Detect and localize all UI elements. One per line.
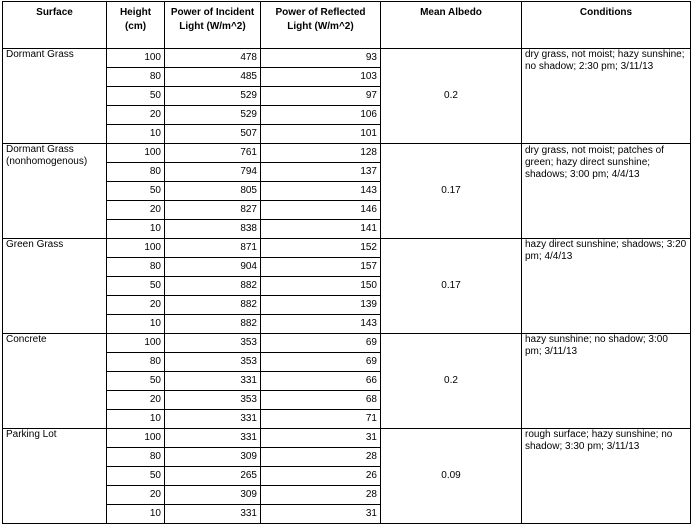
height-cell: 80 [107,353,165,372]
incident-power-cell: 529 [165,87,261,106]
reflected-power-cell: 101 [261,125,381,144]
reflected-power-cell: 66 [261,372,381,391]
height-cell: 10 [107,410,165,429]
header-mean-albedo: Mean Albedo [381,2,522,49]
height-cell: 20 [107,391,165,410]
incident-power-cell: 794 [165,163,261,182]
incident-power-cell: 353 [165,353,261,372]
surface-cell: Dormant Grass [3,49,107,144]
reflected-power-cell: 103 [261,68,381,87]
reflected-power-cell: 157 [261,258,381,277]
reflected-power-cell: 141 [261,220,381,239]
incident-power-cell: 904 [165,258,261,277]
conditions-cell: dry grass, not moist; patches of green; hazy direct sunshine; shadows; 3:00 pm; 4/4/13 [522,144,691,239]
reflected-power-cell: 28 [261,448,381,467]
incident-power-cell: 353 [165,391,261,410]
mean-albedo-cell: 0.2 [381,334,522,429]
reflected-power-cell: 97 [261,87,381,106]
height-cell: 80 [107,258,165,277]
reflected-power-cell: 152 [261,239,381,258]
height-cell: 100 [107,49,165,68]
table-row [3,429,691,448]
incident-power-cell: 265 [165,467,261,486]
table-row [3,334,691,353]
header-reflected-power: Power of Reflected Light (W/m^2) [261,2,381,49]
reflected-power-cell: 28 [261,486,381,505]
height-cell: 10 [107,125,165,144]
height-cell: 20 [107,106,165,125]
table-body [3,49,691,524]
conditions-cell: hazy sunshine; no shadow; 3:00 pm; 3/11/13 [522,334,691,429]
header-height: Height (cm) [107,2,165,49]
reflected-power-cell: 106 [261,106,381,125]
height-cell: 10 [107,315,165,334]
incident-power-cell: 309 [165,448,261,467]
header-row [3,2,691,49]
incident-power-cell: 761 [165,144,261,163]
reflected-power-cell: 69 [261,353,381,372]
height-cell: 50 [107,87,165,106]
incident-power-cell: 507 [165,125,261,144]
height-cell: 80 [107,448,165,467]
conditions-cell: rough surface; hazy sunshine; no shadow; 3:30 pm; 3/11/13 [522,429,691,524]
reflected-power-cell: 150 [261,277,381,296]
height-cell: 50 [107,277,165,296]
height-cell: 20 [107,201,165,220]
albedo-data-table [2,1,691,524]
mean-albedo-cell: 0.17 [381,144,522,239]
reflected-power-cell: 26 [261,467,381,486]
surface-cell: Dormant Grass (nonhomogenous) [3,144,107,239]
incident-power-cell: 827 [165,201,261,220]
header-surface: Surface [3,2,107,49]
table-row [3,239,691,258]
height-cell: 50 [107,182,165,201]
incident-power-cell: 882 [165,315,261,334]
incident-power-cell: 331 [165,429,261,448]
mean-albedo-cell: 0.17 [381,239,522,334]
mean-albedo-cell: 0.09 [381,429,522,524]
incident-power-cell: 331 [165,410,261,429]
height-cell: 100 [107,239,165,258]
conditions-cell: dry grass, not moist; hazy sunshine; no shadow; 2:30 pm; 3/11/13 [522,49,691,144]
reflected-power-cell: 146 [261,201,381,220]
height-cell: 80 [107,163,165,182]
reflected-power-cell: 68 [261,391,381,410]
incident-power-cell: 871 [165,239,261,258]
incident-power-cell: 353 [165,334,261,353]
height-cell: 100 [107,334,165,353]
height-cell: 50 [107,467,165,486]
height-cell: 100 [107,144,165,163]
incident-power-cell: 331 [165,372,261,391]
height-cell: 10 [107,220,165,239]
mean-albedo-cell: 0.2 [381,49,522,144]
incident-power-cell: 882 [165,277,261,296]
reflected-power-cell: 31 [261,505,381,524]
header-incident-power: Power of Incident Light (W/m^2) [165,2,261,49]
incident-power-cell: 805 [165,182,261,201]
height-cell: 50 [107,372,165,391]
table-row [3,144,691,163]
incident-power-cell: 331 [165,505,261,524]
reflected-power-cell: 143 [261,315,381,334]
surface-cell: Green Grass [3,239,107,334]
reflected-power-cell: 71 [261,410,381,429]
surface-cell: Parking Lot [3,429,107,524]
reflected-power-cell: 93 [261,49,381,68]
incident-power-cell: 529 [165,106,261,125]
surface-cell: Concrete [3,334,107,429]
incident-power-cell: 838 [165,220,261,239]
incident-power-cell: 478 [165,49,261,68]
reflected-power-cell: 137 [261,163,381,182]
reflected-power-cell: 69 [261,334,381,353]
reflected-power-cell: 139 [261,296,381,315]
height-cell: 80 [107,68,165,87]
conditions-cell: hazy direct sunshine; shadows; 3:20 pm; 4/4/13 [522,239,691,334]
incident-power-cell: 882 [165,296,261,315]
height-cell: 10 [107,505,165,524]
header-conditions: Conditions [522,2,691,49]
table-row [3,49,691,68]
incident-power-cell: 485 [165,68,261,87]
reflected-power-cell: 128 [261,144,381,163]
reflected-power-cell: 143 [261,182,381,201]
height-cell: 20 [107,296,165,315]
height-cell: 100 [107,429,165,448]
incident-power-cell: 309 [165,486,261,505]
height-cell: 20 [107,486,165,505]
reflected-power-cell: 31 [261,429,381,448]
